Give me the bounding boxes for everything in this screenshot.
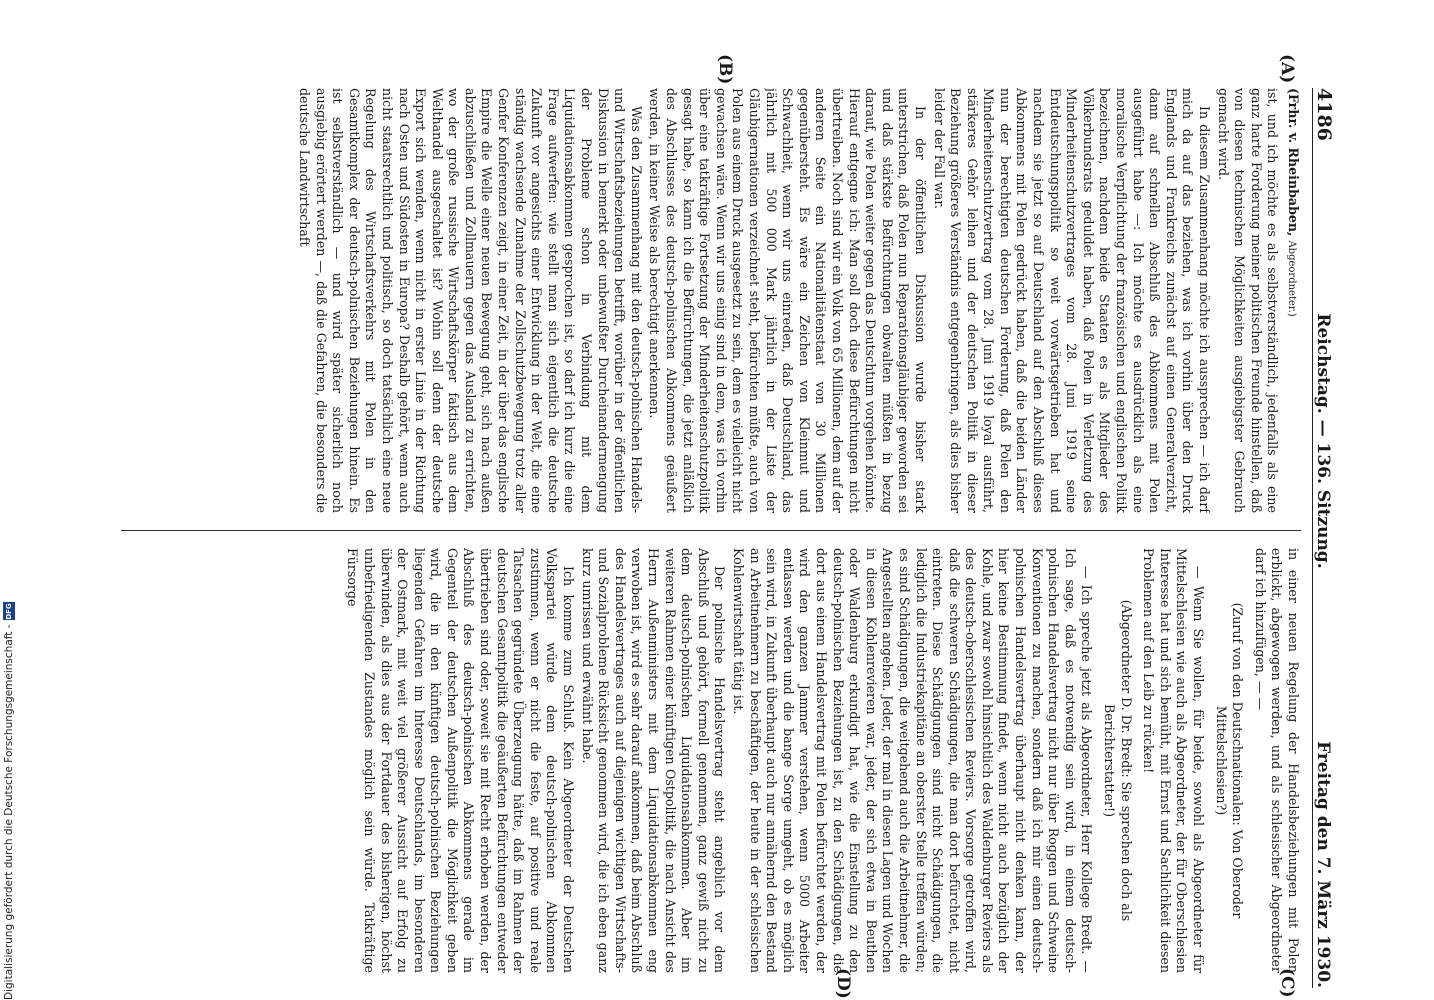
margin-marker-c: (C) [1277, 968, 1297, 998]
speaker-heading [1282, 88, 1301, 513]
left-column [121, 88, 1301, 513]
paragraph: Was den Zusammenhang mit den deutsch-polnischen Handels- und Wirtschaftsbeziehungen betrifft, worüber in der öffentlichen Diskussion in bemerkt oder unbewußter Durcheinandermengung der Probleme schon in Verbindung mit dem Liquidationsabkommen gesprochen ist, so darf ich kurz die eine Frage aufwerfen: wie stellt man sich eigentlich die deutsche Zukunft vor angesichts einer Entwicklung in der Welt, die eine ständig wachsende Zunahme der Zollschutzbewegung trotz aller Genfer Konferenzen zeigt, in einer Zeit, in der über das englische Empire die Welle einer neuen Bewegung geht, sich nach außen abzuschließen und Zollmauern gegen das Ausland zu errichten, wo der große russische Wirtschaftskörper faktisch aus dem Welthandel ausgeschaltet ist? Wohin soll denn der deutsche Export sich wenden, wenn nicht in erster Linie in der Richtung nach Osten und Südosten in Europa? Deshalb gehört, wenn auch nicht staatsrechtlich und politisch, so doch tatsächlich eine neue Regelung des Wirtschaftsverkehrs mit Polen in den Gesamtkomplex der deutsch-polnischen Beziehungen hinein. Es ist selbstverständlich — und wird später sicherlich noch ausgiebig erörtert werden —, daß die Gefahren, die besonders die deutsche Landwirtschaft [296, 88, 644, 513]
page-number: 4186 [1313, 88, 1335, 141]
column-divider [121, 530, 1301, 531]
interjection: (Abgeordneter D. Dr. Bredt: Sie sprechen doch als Berichterstatter!) [1102, 599, 1134, 922]
right-column [121, 548, 1301, 973]
paragraph: In diesem Zusammenhang möchte ich aussprechen — ich darf mich da auf das beziehen, was ich vorhin über den Druck Englands und Frankreichs zunächst auf einen Generalverzicht, dann auf schnellen Abschluß des Abkommens mit Polen ausgeführt habe —: Ich möchte es ausdrücklich als eine moralische Verpflichtung der französischen und englischen Politik bezeichnen, nachdem beide Staaten es als Mitglieder des Völkerbundsrats geduldet haben, daß Polen in Verletzung des Minderheitenschutzvertrages vom 28. Juni 1919 seine Entdeutschungspolitik so weit vorwärtsgetrieben hat und nachdem sie jetzt so auf Deutschland auf den Abschluß dieses Abkommens mit Polen gedrückt haben, daß die beiden Länder nun der berechtigten deutschen Forderung, daß Polen den Minderheitenschutzvertrag vom 28. Juni 1919 loyal ausführt, stärkeres Gehör leihen und der deutschen Politik in dieser Beziehung größeres Verständnis entgegenbringen, als dies bisher leider der Fall war. [931, 88, 1213, 513]
document-page [117, 54, 1347, 999]
margin-marker-d: (D) [833, 968, 853, 999]
margin-marker-a: (A) [1277, 54, 1297, 84]
interjection: (Zuruf von den Deutschnationalen: Von Oberoder Mittelschlesien?) [1213, 602, 1246, 919]
paragraph: In der öffentlichen Diskussion wurde bisher stark unterstrichen, daß Polen nun Reparationsgläubiger geworden sei und daß stärkste Befürchtungen obwalten müßten in bezug darauf, wie Polen weiter gegen das Deutschtum vorgehen könnte. Hierauf entgegne ich: Man soll doch diese Befürchtungen nicht übertreiben. Noch sind wir ein Volk von 65 Millionen, dem auf der anderen Seite ein Nationalitätenstaat von 30 Millionen gegenübersteht. Es wäre ein Zeichen von Kleinmut und Schwachheit, wenn wir uns einreden, daß Deutschland, das jährlich mit 500 000 Mark jährlich in der Liste der Gläubigernationen verzeichnet steht, befürchten müßte, auch von Polen aus einem Druck ausgesetzt zu sein, dem es vielleicht nicht gewachsen wäre. Wenn wir uns einig sind in dem, was ich vorhin über eine tatkräftige Fortsetzung der Minderheitenschutzpolitik gesagt habe, so kann ich die Befürchtungen, die jetzt anläßlich des Abschlusses des deutsch-polnischen Abkommens geäußert werden, in keiner Weise als berechtigt anerkennen. [647, 88, 928, 513]
session-title: Reichstag. — 136. Sitzung. [1313, 313, 1333, 569]
speaker-name: (Frhr. v. Rheinbaben, [1286, 88, 1301, 237]
text-columns [121, 54, 1301, 999]
paragraph: Ich komme zum Schluß. Kein Abgeordneter der Deutschen Volkspartei würde dem deutsch-polnischen Abkommen zustimmen, wenn er nicht die feste, auf positive und reale Tatsachen gegründete Überzeugung hätte, daß im Rahmen der deutschen Gesamtpolitik die geäußerten Befürchtungen entweder übertrieben sind oder, soweit sie mit Recht erhoben werden, der Abschluß des deutsch-polnischen Abkommens gerade im Gegenteil der deutschen Außenpolitik die Möglichkeit geben wird, die in den künftigen deutsch-polnischen Beziehungen liegenden Gefahren im Interesse Deutschlands, im besonderen der Ostmark, mit weit viel größerer Aussicht auf Erfolg zu überwinden, als dies aus der Fortdauer des bisherigen, höchst unbefriedigenden Zustandes möglich sein würde. Tatkräftige Fürsorge [345, 548, 577, 973]
paragraph: — Ich spreche jetzt als Abgeordneter, Herr Kollege Bredt. — Ich sage, daß es notwendig sein wird, in einem deutsch-polnischen Handelsvertrag nicht nur über Roggen und Schweine Konventionen zu machen, sondern daß ich mir einen deutsch-polnischen Handelsvertrag überhaupt nicht denken kann, der hier keine Bestimmung findet, wenn nicht auch bezüglich der Kohle, und zwar sowohl hinsichtlich des Waldenburger Reviers als des deutsch-oberschlesischen Reviers. Vorsorge getroffen wird, daß die schweren Schädigungen, die man dort befürchtet, nicht eintreten. Diese Schädigungen sind nicht Schädigungen, die lediglich die Industriekapitäne an oberster Stelle treffen würden; es sind Schädigungen, die weitgehend auch die Arbeitnehmer, die Angestellten angehen. Jeder, der mal in diesen Lagen und Wochen in diesen Kohlenrevieren war, jeder, der sich etwa in Beuthen oder Waldenburg erkundigt hat, wie die Einstellung zu den deutsch-polnischen Beziehungen ist, zu den Schädigungen, die dort aus einem Handelsvertrag mit Polen befürchtet werden, der wird den ganzen Jammer verstehen, wenn 5000 Arbeiter entlassen werden und die bange Sorge umgeht, ob es möglich sein wird, in Zukunft überhaupt auch nur annähernd den Bestand an Arbeitnehmern zu beschäftigen, der heute in der schlesischen Kohlenwirtschaft tätig ist. [731, 548, 1095, 973]
speaker-role: Abgeordneter.) [1286, 240, 1297, 317]
paragraph: — Wenn Sie wollen, für beide, sowohl als Abgeordneter für Mittelschlesien wie auch als Abgeordneter, der für Oberschlesien Interesse hat und sich bemüht, mit Ernst und Sachlichkeit diesen Problemen auf den Leib zu rücken! [1141, 548, 1207, 973]
paragraph: in einer neuen Regelung der Handelsbeziehungen mit Polen erblickt, abgewogen werden, und als schlesischer Abgeordneter darf ich hinzufügen, — — [1252, 548, 1301, 973]
funding-text: Digitalisierung gefördert durch die Deutsche Forschungsgemeinschaft - [3, 624, 15, 1000]
funding-notice [1, 0, 17, 1000]
dfg-logo: DFG [5, 603, 13, 620]
paragraph: Der polnische Handelsvertrag steht angeblich vor dem Abschluß und gehört, formell genommen, ganz gewiß nicht zu dem deutsch-polnischen Liquidationsabkommen. Aber im weiteren Rahmen einer künftigen Ostpolitik, die nach Ansicht des Herrn Außenministers mit dem Liquidationsabkommen eng verwoben ist, wird es sehr darauf ankommen, daß beim Abschluß des Handelsvertrages auch auf diejenigen wichtigen Wirtschafts- und Sozialprobleme Rücksicht genommen wird, die ich eben ganz kurz umrissen und erwähnt habe. [579, 548, 728, 973]
page-header [1312, 88, 1347, 988]
paragraph: ist, und ich möchte es als selbstverständlich, jedenfalls als eine ganz harte Forderung meiner politischen Freunde hinstellen, daß von diesen technischen Möglichkeiten ausgiebigster Gebrauch gemacht wird. [1215, 88, 1281, 513]
session-date: Freitag den 7. März 1930. [1313, 741, 1333, 988]
margin-marker-b: (B) [715, 54, 735, 85]
